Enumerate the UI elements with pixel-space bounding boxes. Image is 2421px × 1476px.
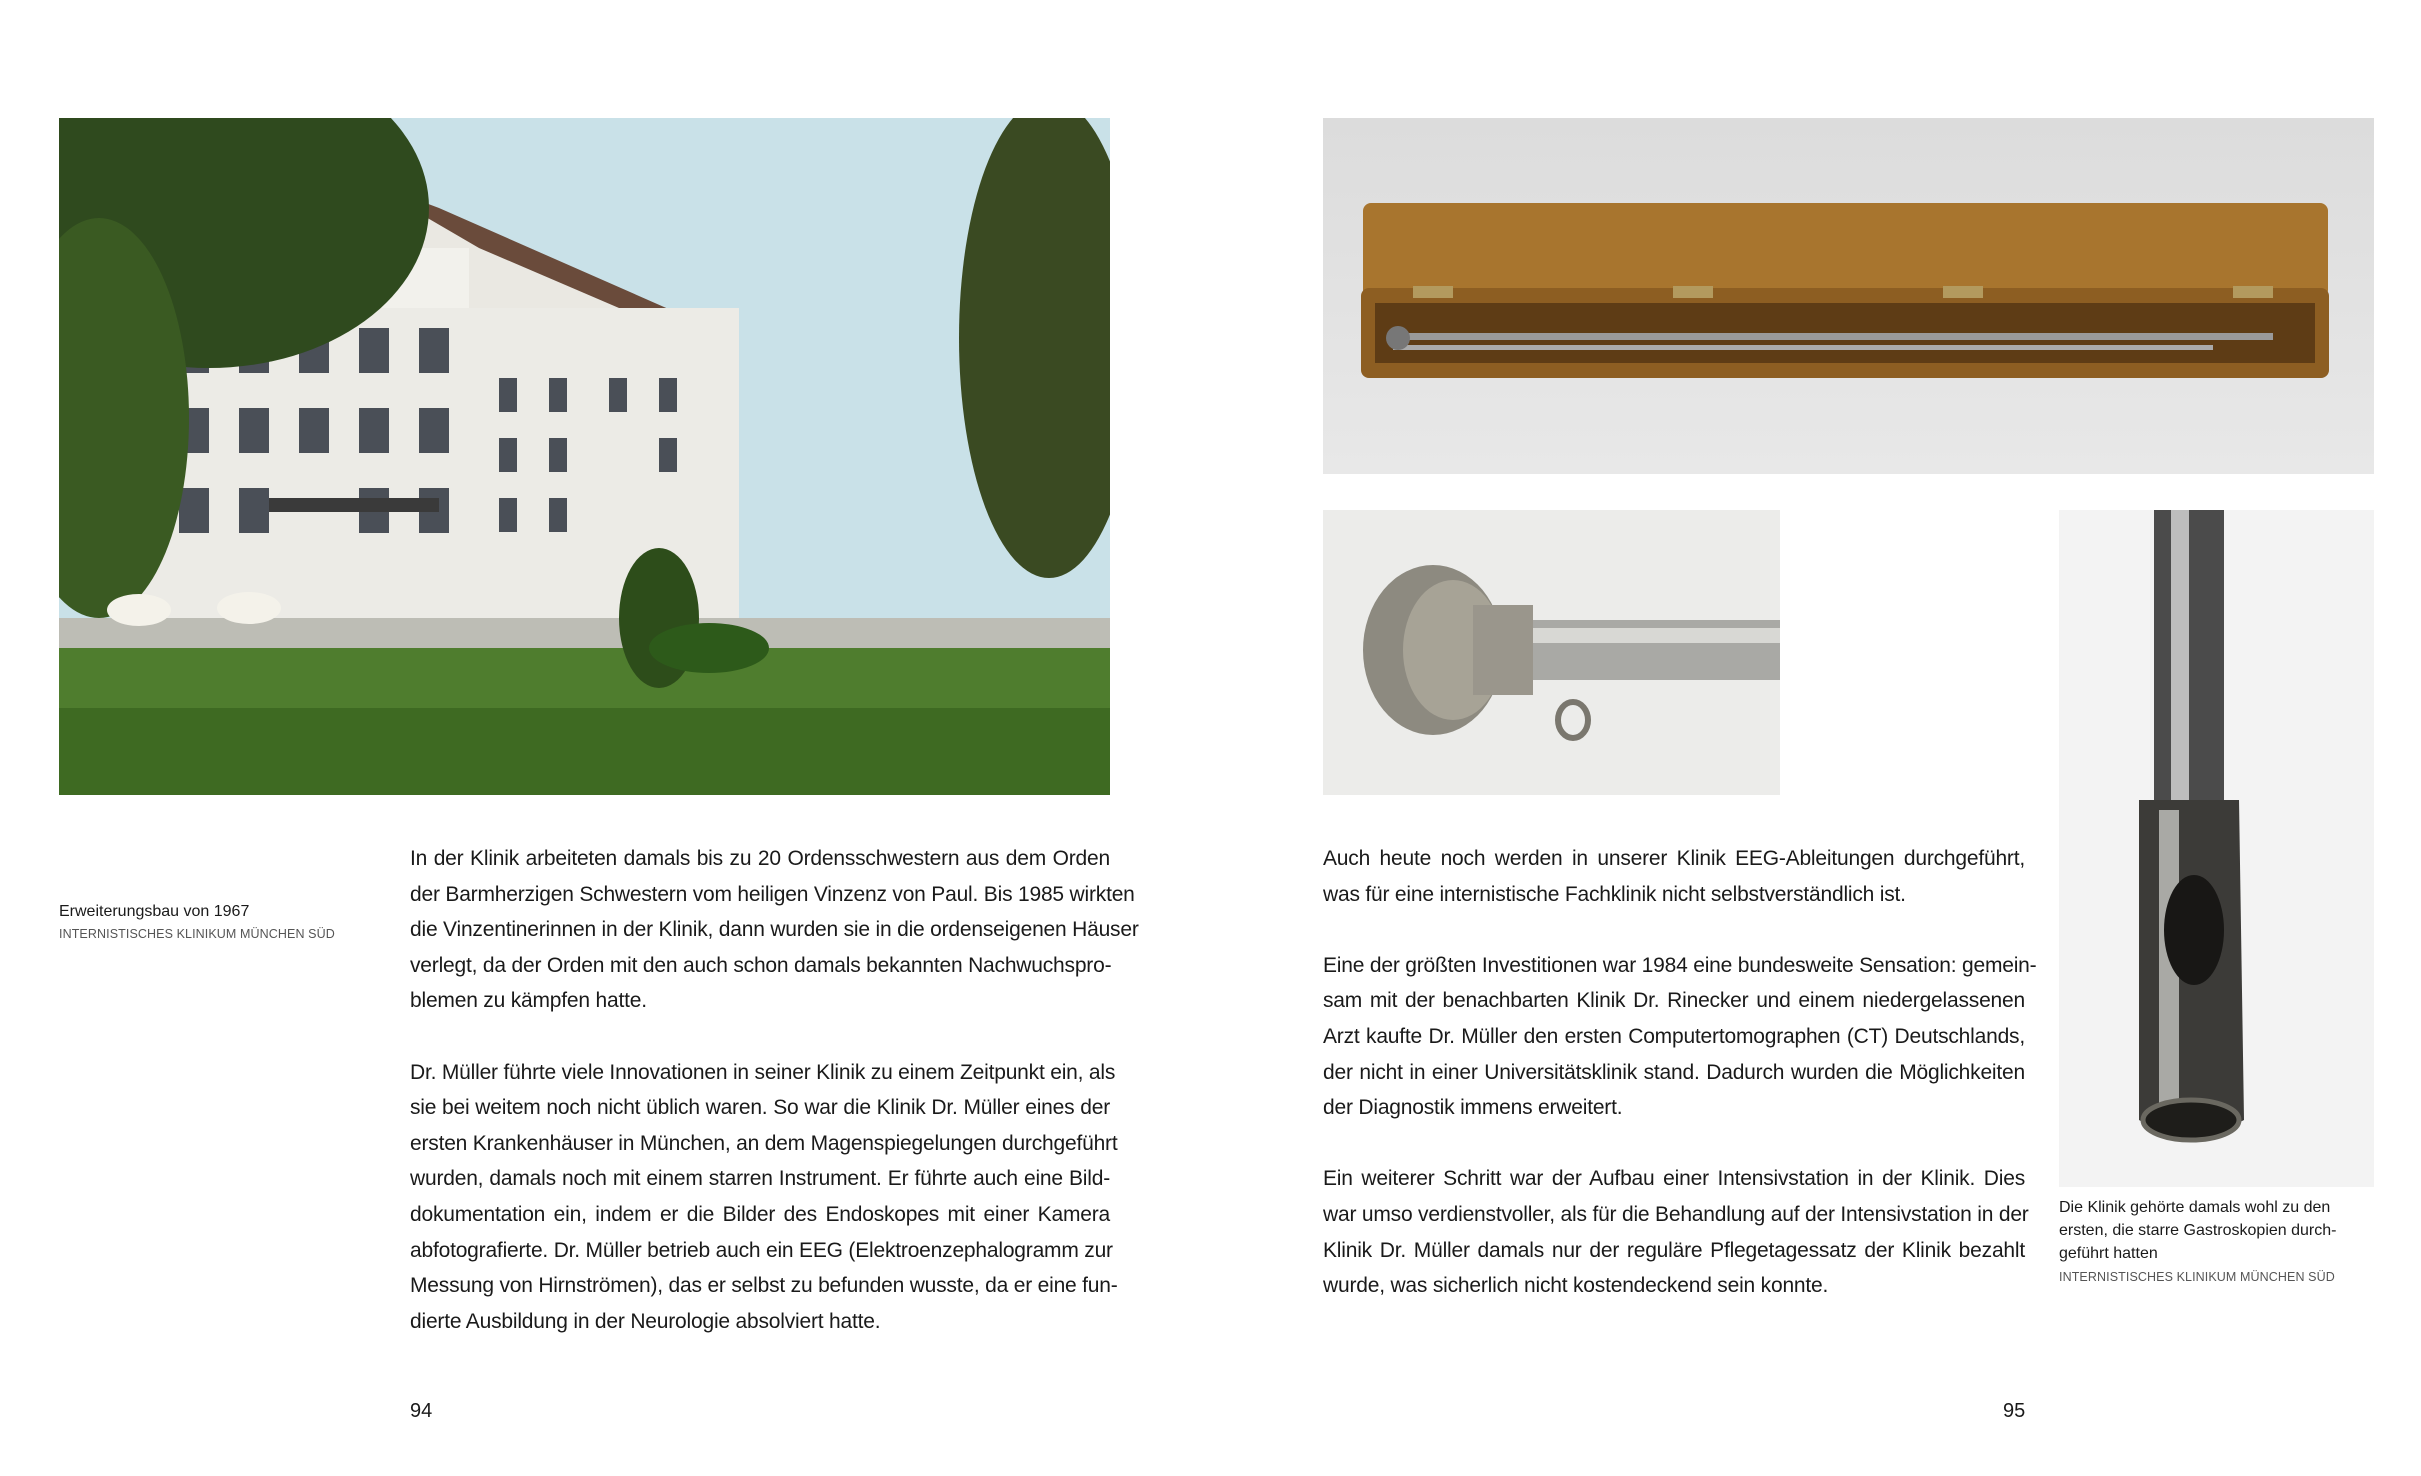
body-text-line: war umso verdienstvoller, als für die Behandlung auf der Intensivstation in der <box>1323 1202 2029 1226</box>
endoscope-case-photo <box>1323 118 2374 474</box>
body-text-line: sam mit der benachbarten Klinik Dr. Rinecker und einem niedergelassenen <box>1323 989 2025 1013</box>
body-text-line: wurde, was sicherlich nicht kostendeckend sein konnte. <box>1323 1274 1829 1298</box>
body-text-line: Dr. Müller führte viele Innovationen in seiner Klinik zu einem Zeitpunkt ein, als <box>410 1060 1116 1084</box>
body-text-line: die Vinzentinerinnen in der Klinik, dann wurden sie in die ordenseigenen Häuser <box>410 918 1139 942</box>
endoscope-detail-illustration <box>1323 510 1780 795</box>
endoscope-case-illustration <box>1323 118 2374 474</box>
gastroscope-tube-illustration <box>2059 510 2374 1187</box>
endoscope-detail-photo <box>1323 510 1780 795</box>
paragraph-gap <box>1323 912 2025 948</box>
page-number-left: 94 <box>410 1400 433 1422</box>
body-text-line: Arzt kaufte Dr. Müller den ersten Computertomographen (CT) Deutschlands, <box>1323 1024 2025 1048</box>
photo-caption-title: Erweiterungsbau von 1967 <box>59 903 250 920</box>
photo-caption-credit: INTERNISTISCHES KLINIKUM MÜNCHEN SÜD <box>59 927 335 941</box>
clinic-building-photo <box>59 118 1110 795</box>
body-text-line: sie bei weitem noch nicht üblich waren. So war die Klinik Dr. Müller eines der <box>410 1096 1110 1120</box>
clinic-building-illustration <box>59 118 1110 795</box>
caption-line: geführt hatten <box>2059 1245 2158 1262</box>
body-text-line: der nicht in einer Universitätsklinik stand. Dadurch wurden die Möglichkeiten <box>1323 1060 2025 1084</box>
gastroscope-tube-photo <box>2059 510 2374 1187</box>
body-text-line: wurden, damals noch mit einem starren Instrument. Er führte auch eine Bild- <box>410 1167 1110 1191</box>
page-number-right: 95 <box>2003 1400 2026 1422</box>
body-text-line: Ein weiterer Schritt war der Aufbau einer Intensivstation in der Klinik. Dies <box>1323 1167 2025 1191</box>
body-text-line: was für eine internistische Fachklinik nicht selbstverständlich ist. <box>1323 882 1906 906</box>
paragraph-gap <box>1323 1126 2025 1162</box>
paragraph-gap <box>410 1019 1110 1055</box>
body-text-line: der Barmherzigen Schwestern vom heiligen Vinzenz von Paul. Bis 1985 wirkten <box>410 882 1135 906</box>
left-body-text <box>410 841 1139 1339</box>
body-text-line: blemen zu kämpfen hatte. <box>410 989 647 1013</box>
right-body-text <box>1323 841 2037 1304</box>
body-text-line: abfotografierte. Dr. Müller betrieb auch ein EEG (Elektroenzephalogramm zur <box>410 1238 1113 1262</box>
tube-photo-caption <box>2059 1196 2336 1265</box>
body-text-line: Messung von Hirnströmen), das er selbst zu befunden wusste, da er eine fun- <box>410 1274 1118 1298</box>
body-text-line: Auch heute noch werden in unserer Klinik EEG-Ableitungen durchgeführt, <box>1323 847 2025 870</box>
caption-line: Die Klinik gehörte damals wohl zu den <box>2059 1199 2331 1216</box>
caption-line: ersten, die starre Gastroskopien durch- <box>2059 1222 2337 1239</box>
body-text-line: ersten Krankenhäuser in München, an dem Magenspiegelungen durchgeführt <box>410 1131 1118 1155</box>
body-text-line: dierte Ausbildung in der Neurologie absolviert hatte. <box>410 1309 881 1333</box>
body-text-line: In der Klinik arbeiteten damals bis zu 20 Ordensschwestern aus dem Orden <box>410 847 1110 870</box>
body-text-line: verlegt, da der Orden mit den auch schon damals bekannten Nachwuchspro- <box>410 953 1112 977</box>
tube-photo-credit: INTERNISTISCHES KLINIKUM MÜNCHEN SÜD <box>2059 1270 2335 1284</box>
body-text-line: Eine der größten Investitionen war 1984 eine bundesweite Sensation: gemein- <box>1323 953 2037 977</box>
body-text-line: Klinik Dr. Müller damals nur der reguläre Pflegetagessatz der Klinik bezahlt <box>1323 1238 2025 1262</box>
body-text-line: dokumentation ein, indem er die Bilder des Endoskopes mit einer Kamera <box>410 1202 1110 1226</box>
body-text-line: der Diagnostik immens erweitert. <box>1323 1096 1623 1120</box>
